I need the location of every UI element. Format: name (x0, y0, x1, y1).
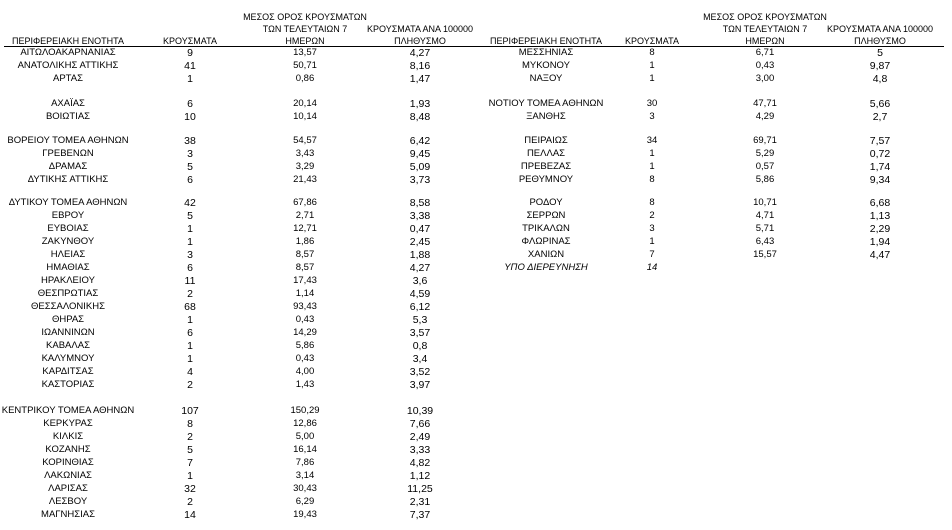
right-table-per100k-cell: 4,8 (872, 73, 888, 85)
left-header-avg-line3: ΗΜΕΡΩΝ (285, 36, 325, 46)
right-table-cases-cell: 1 (649, 148, 655, 159)
left-table-region-cell: ΑΡΤΑΣ (53, 73, 83, 84)
right-table-avg-cell: 0,57 (755, 161, 775, 172)
right-table-cases-cell: 3 (649, 223, 655, 234)
right-table-region-cell: ΦΛΩΡΙΝΑΣ (521, 236, 571, 247)
left-table-cases-cell: 14 (184, 509, 196, 521)
left-table-cases-cell: 3 (187, 249, 193, 261)
left-table-avg-cell: 8,57 (295, 249, 315, 260)
left-table-region-cell: ΚΙΛΚΙΣ (52, 431, 84, 442)
left-table-cases-cell: 3 (187, 148, 193, 160)
right-table-cases-cell: 1 (649, 73, 655, 84)
right-table-region-cell: ΧΑΝΙΩΝ (527, 249, 565, 260)
right-table-per100k-cell: 7,57 (869, 135, 891, 147)
left-table-cases-cell: 4 (187, 366, 193, 378)
left-table-per100k-cell: 10,39 (406, 405, 434, 417)
left-table-per100k-cell: 11,25 (407, 483, 433, 495)
right-table-avg-cell: 5,71 (755, 223, 775, 234)
left-table-region-cell: ΔΥΤΙΚΟΥ ΤΟΜΕΑ ΑΘΗΝΩΝ (8, 197, 128, 208)
right-table-cases-cell: 14 (646, 262, 658, 273)
left-table-region-cell: ΚΑΒΑΛΑΣ (46, 340, 90, 351)
left-table-region-cell: ΚΟΖΑΝΗΣ (45, 444, 91, 455)
left-table-avg-cell: 67,86 (293, 197, 317, 208)
right-table-cases-cell: 2 (649, 210, 655, 221)
left-table-per100k-cell: 1,12 (409, 470, 431, 482)
left-table-per100k-cell: 2,49 (409, 431, 431, 443)
right-table-region-cell: ΠΕΙΡΑΙΩΣ (524, 135, 568, 146)
left-header-region: ΠΕΡΙΦΕΡΕΙΑΚΗ ΕΝΟΤΗΤΑ (11, 36, 125, 46)
left-table-avg-cell: 17,43 (293, 275, 317, 286)
left-table-cases-cell: 1 (187, 314, 193, 326)
left-table-cases-cell: 2 (187, 431, 193, 443)
left-table-avg-cell: 8,57 (295, 262, 315, 273)
left-table-per100k-cell: 0,8 (412, 340, 428, 352)
left-table-region-cell: ΑΝΑΤΟΛΙΚΗΣ ΑΤΤΙΚΗΣ (17, 60, 119, 71)
right-table-per100k-cell: 2,7 (872, 111, 888, 123)
right-table-region-cell: ΡΕΘΥΜΝΟΥ (518, 174, 574, 185)
left-table-region-cell: ΓΡΕΒΕΝΩΝ (42, 148, 94, 159)
left-table-avg-cell: 0,43 (295, 353, 315, 364)
right-table-avg-cell: 4,29 (755, 111, 775, 122)
right-table-cases-cell: 1 (649, 60, 655, 71)
left-table-region-cell: ΘΕΣΣΑΛΟΝΙΚΗΣ (31, 301, 105, 312)
right-table-per100k-cell: 5 (877, 47, 883, 59)
left-table-per100k-cell: 4,27 (409, 47, 431, 59)
right-table-avg-cell: 4,71 (755, 210, 775, 221)
left-table-avg-cell: 3,29 (295, 161, 315, 172)
left-table-avg-cell: 150,29 (290, 405, 320, 416)
right-table-cases-cell: 8 (649, 174, 655, 185)
left-table-per100k-cell: 1,88 (409, 249, 431, 261)
right-table-cases-cell: 3 (649, 111, 655, 122)
left-table-region-cell: ΚΟΡΙΝΘΙΑΣ (42, 457, 94, 468)
right-table-cases-cell: 8 (649, 197, 655, 208)
left-table-per100k-cell: 6,42 (409, 135, 431, 147)
right-table-region-cell: ΠΕΛΛΑΣ (526, 148, 566, 159)
left-table-cases-cell: 38 (184, 135, 196, 147)
right-table-avg-cell: 15,57 (753, 249, 777, 260)
right-table-avg-cell (700, 262, 830, 274)
right-table-avg-cell: 0,43 (755, 60, 775, 71)
left-table-cases-cell: 6 (187, 327, 193, 339)
left-table-cases-cell: 9 (187, 47, 193, 59)
right-table-per100k-cell: 1,74 (869, 161, 891, 173)
left-table-cases-cell: 6 (187, 98, 193, 110)
left-table-avg-cell: 3,14 (295, 470, 315, 481)
left-table-region-cell: ΑΧΑΪΑΣ (51, 98, 85, 109)
right-table-per100k-cell: 2,29 (869, 223, 891, 235)
left-table-per100k-cell: 2,45 (409, 236, 431, 248)
left-table-cases-cell: 32 (184, 483, 196, 495)
right-table-region-cell: ΠΡΕΒΕΖΑΣ (520, 161, 572, 172)
left-table-region-cell: ΒΟΙΩΤΙΑΣ (45, 111, 91, 122)
left-table-cases-cell: 1 (187, 73, 193, 85)
left-table-per100k-cell: 3,97 (409, 379, 431, 391)
right-table-cases-cell: 8 (649, 47, 655, 58)
right-table-region-cell: ΜΕΣΣΗΝΙΑΣ (518, 47, 574, 58)
left-table-avg-cell: 1,14 (295, 288, 315, 299)
right-table-region-cell: ΡΟΔΟΥ (529, 197, 563, 208)
left-table-cases-cell: 11 (184, 275, 196, 287)
left-table-region-cell: ΚΑΣΤΟΡΙΑΣ (41, 379, 95, 390)
left-table-avg-cell: 10,14 (293, 111, 317, 122)
left-table-per100k-cell: 4,27 (409, 262, 431, 274)
left-table-region-cell: ΕΥΒΟΙΑΣ (47, 223, 89, 234)
left-table-region-cell: ΕΒΡΟΥ (51, 210, 85, 221)
left-table-region-cell: ΜΑΓΝΗΣΙΑΣ (41, 509, 95, 520)
left-header-avg-line1: ΜΕΣΟΣ ΟΡΟΣ ΚΡΟΥΣΜΑΤΩΝ (243, 12, 367, 22)
left-table-region-cell: ΚΑΛΥΜΝΟΥ (41, 353, 95, 364)
left-table-cases-cell: 1 (187, 470, 193, 482)
right-table-per100k-cell: 1,13 (869, 210, 891, 222)
left-table-cases-cell: 7 (187, 457, 193, 469)
right-table-region-cell: ΝΟΤΙΟΥ ΤΟΜΕΑ ΑΘΗΝΩΝ (488, 98, 604, 109)
left-header-per100k-line2: ΠΛΗΘΥΣΜΟ (394, 36, 446, 46)
right-table-per100k-cell: 9,34 (869, 174, 891, 186)
left-table-avg-cell: 12,86 (293, 418, 317, 429)
right-table-per100k-cell: 0,72 (869, 148, 891, 160)
right-table-region-cell: ΤΡΙΚΑΛΩΝ (522, 223, 570, 234)
right-table-region-cell: ΝΑΞΟΥ (529, 73, 563, 84)
left-table-per100k-cell: 7,66 (409, 418, 431, 430)
left-table-region-cell: ΖΑΚΥΝΘΟΥ (41, 236, 95, 247)
right-table-per100k-cell (818, 262, 942, 274)
left-table-cases-cell: 2 (187, 288, 193, 300)
right-header-avg-line1: ΜΕΣΟΣ ΟΡΟΣ ΚΡΟΥΣΜΑΤΩΝ (703, 12, 827, 22)
left-table-per100k-cell: 3,6 (412, 275, 428, 287)
left-table-cases-cell: 10 (184, 111, 196, 123)
right-table-cases-cell: 30 (646, 98, 658, 109)
left-table-cases-cell: 1 (187, 223, 193, 235)
left-table-region-cell: ΛΑΡΙΣΑΣ (48, 483, 88, 494)
left-table-cases-cell: 41 (184, 60, 196, 72)
right-table-avg-cell: 5,29 (755, 148, 775, 159)
left-table-per100k-cell: 8,16 (409, 60, 431, 72)
left-header-cases: ΚΡΟΥΣΜΑΤΑ (163, 36, 217, 46)
left-table-avg-cell: 93,43 (293, 301, 317, 312)
right-table-per100k-cell: 4,47 (869, 249, 891, 261)
left-table-cases-cell: 107 (181, 405, 199, 417)
left-table-per100k-cell: 2,31 (409, 496, 431, 508)
right-table-avg-cell: 69,71 (753, 135, 777, 146)
right-table-region-cell: ΣΕΡΡΩΝ (526, 210, 566, 221)
right-header-per100k-line1: ΚΡΟΥΣΜΑΤΑ ΑΝΑ 100000 (827, 24, 933, 34)
right-table-cases-cell: 34 (646, 135, 658, 146)
left-table-per100k-cell: 3,38 (409, 210, 431, 222)
left-table-cases-cell: 5 (187, 210, 193, 222)
right-table-region-cell: ΞΑΝΘΗΣ (526, 111, 566, 122)
left-table-cases-cell: 2 (187, 379, 193, 391)
left-table-per100k-cell: 5,09 (409, 161, 431, 173)
left-table-avg-cell: 50,71 (293, 60, 317, 71)
left-table-region-cell: ΒΟΡΕΙΟΥ ΤΟΜΕΑ ΑΘΗΝΩΝ (7, 135, 129, 146)
left-table-avg-cell: 6,29 (295, 496, 315, 507)
left-table-avg-cell: 0,43 (295, 314, 315, 325)
right-table-cases-cell: 1 (649, 161, 655, 172)
left-table-per100k-cell: 8,48 (409, 111, 431, 123)
left-table-avg-cell: 54,57 (293, 135, 317, 146)
right-table-avg-cell: 6,43 (755, 236, 775, 247)
left-table-cases-cell: 1 (187, 353, 193, 365)
left-table-per100k-cell: 0,47 (409, 223, 431, 235)
left-table-avg-cell: 0,86 (295, 73, 315, 84)
left-table-avg-cell: 14,29 (293, 327, 317, 338)
right-table-cases-cell: 1 (649, 236, 655, 247)
right-table-per100k-cell: 6,68 (869, 197, 891, 209)
left-table-region-cell: ΗΛΕΙΑΣ (50, 249, 86, 260)
right-table-region-cell: ΥΠΟ ΔΙΕΡΕΥΝΗΣΗ (504, 262, 588, 273)
right-table-avg-cell: 10,71 (753, 197, 777, 208)
right-table-avg-cell: 3,00 (755, 73, 775, 84)
left-table-cases-cell: 1 (187, 236, 193, 248)
right-table-avg-cell: 6,71 (755, 47, 775, 58)
right-header-region: ΠΕΡΙΦΕΡΕΙΑΚΗ ΕΝΟΤΗΤΑ (489, 36, 603, 46)
left-table-avg-cell: 5,86 (295, 340, 315, 351)
left-table-avg-cell: 4,00 (295, 366, 315, 377)
left-table-cases-cell: 8 (187, 418, 193, 430)
left-table-region-cell: ΑΙΤΩΛΟΑΚΑΡΝΑΝΙΑΣ (20, 47, 116, 58)
left-table-cases-cell: 42 (184, 197, 196, 209)
left-header-avg-line2: ΤΩΝ ΤΕΛΕΥΤΑΙΩΝ 7 (262, 24, 348, 34)
left-table-per100k-cell: 1,47 (409, 73, 431, 85)
left-table-avg-cell: 16,14 (293, 444, 317, 455)
left-table-cases-cell: 2 (187, 496, 193, 508)
left-table-region-cell: ΗΜΑΘΙΑΣ (46, 262, 90, 273)
left-table-per100k-cell: 6,12 (409, 301, 431, 313)
right-header-cases: ΚΡΟΥΣΜΑΤΑ (625, 36, 679, 46)
left-table-cases-cell: 68 (184, 301, 196, 313)
left-table-cases-cell: 1 (187, 340, 193, 352)
left-table-per100k-cell: 1,93 (409, 98, 431, 110)
left-table-avg-cell: 1,86 (295, 236, 315, 247)
right-table-avg-cell: 5,86 (755, 174, 775, 185)
left-table-cases-cell: 5 (187, 161, 193, 173)
right-table-per100k-cell: 5,66 (869, 98, 891, 110)
left-table-avg-cell: 21,43 (293, 174, 317, 185)
left-table-region-cell: ΘΗΡΑΣ (51, 314, 85, 325)
right-table-per100k-cell: 1,94 (869, 236, 891, 248)
right-header-avg-line2: ΤΩΝ ΤΕΛΕΥΤΑΙΩΝ 7 (722, 24, 808, 34)
right-table-per100k-cell: 9,87 (869, 60, 891, 72)
left-table-cases-cell: 5 (187, 444, 193, 456)
left-table-per100k-cell: 3,4 (412, 353, 428, 365)
left-table-avg-cell: 12,71 (293, 223, 317, 234)
left-table-per100k-cell: 3,52 (409, 366, 431, 378)
left-table-avg-cell: 5,00 (295, 431, 315, 442)
left-table-per100k-cell: 3,57 (409, 327, 431, 339)
right-table-region-cell: ΜΥΚΟΝΟΥ (522, 60, 570, 71)
right-header-per100k-line2: ΠΛΗΘΥΣΜΟ (854, 36, 906, 46)
left-table-region-cell: ΙΩΑΝΝΙΝΩΝ (41, 327, 95, 338)
left-table-region-cell: ΗΡΑΚΛΕΙΟΥ (41, 275, 95, 286)
right-table-avg-cell: 47,71 (753, 98, 777, 109)
right-header-avg-line3: ΗΜΕΡΩΝ (745, 36, 785, 46)
left-table-avg-cell: 2,71 (295, 210, 315, 221)
left-table-avg-cell: 20,14 (293, 98, 317, 109)
left-table-region-cell: ΚΕΡΚΥΡΑΣ (43, 418, 93, 429)
left-table-avg-cell: 19,43 (293, 509, 317, 520)
left-table-avg-cell: 13,57 (293, 47, 317, 58)
left-table-per100k-cell: 3,33 (409, 444, 431, 456)
left-table-per100k-cell: 9,45 (409, 148, 431, 160)
left-table-per100k-cell: 3,73 (409, 174, 431, 186)
left-table-region-cell: ΛΕΣΒΟΥ (48, 496, 88, 507)
left-table-per100k-cell: 8,58 (409, 197, 431, 209)
left-header-per100k-line1: ΚΡΟΥΣΜΑΤΑ ΑΝΑ 100000 (367, 24, 473, 34)
left-table-per100k-cell: 5,3 (412, 314, 428, 326)
left-table-avg-cell: 1,43 (295, 379, 315, 390)
left-table-region-cell: ΚΑΡΔΙΤΣΑΣ (42, 366, 94, 377)
right-table-cases-cell: 7 (649, 249, 655, 260)
left-table-region-cell: ΚΕΝΤΡΙΚΟΥ ΤΟΜΕΑ ΑΘΗΝΩΝ (1, 405, 135, 416)
left-table-region-cell: ΔΡΑΜΑΣ (48, 161, 88, 172)
left-table-per100k-cell: 4,59 (409, 288, 431, 300)
left-table-per100k-cell: 4,82 (409, 457, 431, 469)
left-table-avg-cell: 7,86 (295, 457, 315, 468)
left-table-avg-cell: 3,43 (295, 148, 315, 159)
left-table-region-cell: ΔΥΤΙΚΗΣ ΑΤΤΙΚΗΣ (27, 174, 109, 185)
left-table-cases-cell: 6 (187, 262, 193, 274)
left-table-avg-cell: 30,43 (293, 483, 317, 494)
left-table-cases-cell: 6 (187, 174, 193, 186)
left-table-per100k-cell: 7,37 (409, 509, 431, 521)
left-table-region-cell: ΛΑΚΩΝΙΑΣ (44, 470, 92, 481)
left-table-region-cell: ΘΕΣΠΡΩΤΙΑΣ (37, 288, 99, 299)
